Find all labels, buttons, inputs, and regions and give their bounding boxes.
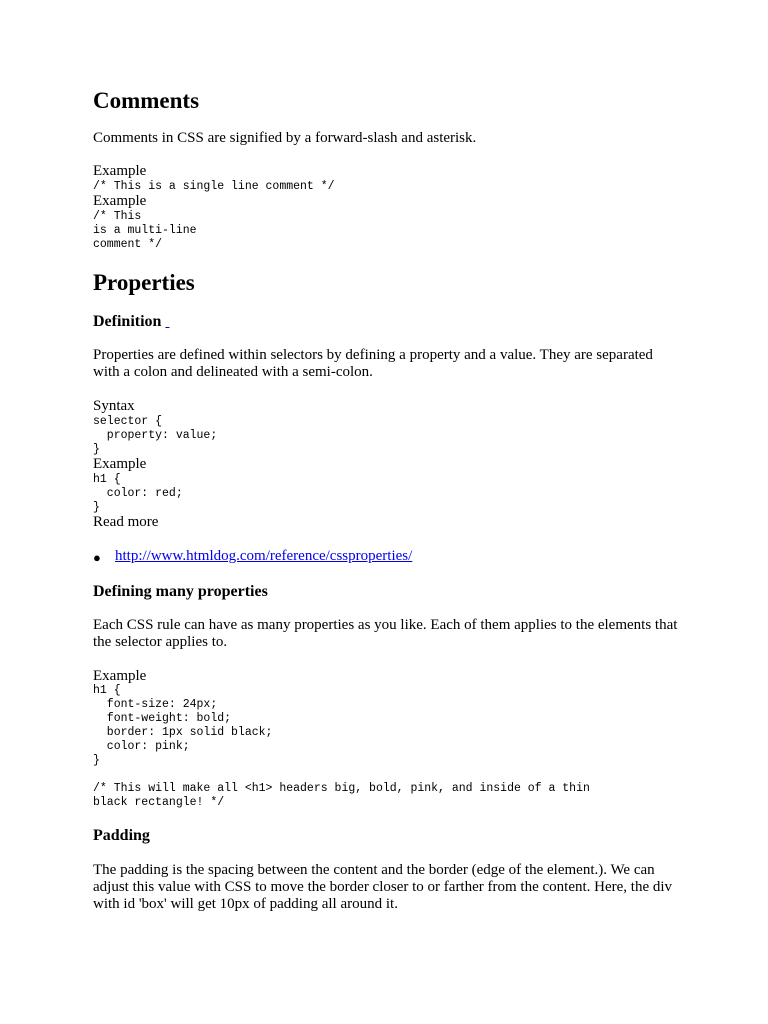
code-block-color-example: h1 { color: red; } (93, 473, 183, 514)
example-label: Example (93, 163, 147, 179)
code-block-single-line-comment: /* This is a single line comment */ (93, 180, 335, 193)
defining-many-properties-text: Each CSS rule can have as many properties as you like. Each of them applies to the elements that the selector applies to. (93, 617, 678, 650)
htmldog-css-properties-link[interactable]: http://www.htmldog.com/reference/cssproperties/ (115, 548, 413, 564)
example-label: Example (93, 193, 147, 209)
code-block-syntax: selector { property: value; } (93, 415, 218, 456)
bullet-icon: ● (93, 550, 101, 565)
example-label: Example (93, 456, 147, 472)
definition-text: Properties are defined within selectors by defining a property and a value. They are separated with a colon and delineated with a semi-colon. (93, 347, 653, 380)
padding-text: The padding is the spacing between the content and the border (edge of the element.). We can adjust this value with CSS to move the border closer to or farther from the content. Here, the div with id 'box' will get 10px of padding all around it. (93, 862, 673, 912)
definition-anchor-link[interactable] (165, 313, 169, 330)
example-label: Example (93, 668, 147, 684)
defining-many-properties-heading: Defining many properties (93, 583, 268, 600)
definition-heading (93, 312, 169, 332)
padding-heading: Padding (93, 827, 150, 844)
code-block-multi-line-comment: /* This is a multi-line comment */ (93, 210, 197, 251)
list-item (93, 548, 413, 565)
read-more-label: Read more (93, 514, 159, 530)
comments-heading: Comments (93, 88, 200, 113)
syntax-label: Syntax (93, 398, 135, 414)
comments-intro: Comments in CSS are signified by a forward-slash and asterisk. (93, 130, 477, 146)
definition-heading-text: Definition (93, 313, 162, 330)
code-block-many-properties: h1 { font-size: 24px; font-weight: bold; border: 1px solid black; color: pink; } /* This will make all <h1> headers big, bold, pink, and inside of a thin black rectangle! */ (93, 684, 590, 809)
properties-heading: Properties (93, 270, 195, 295)
